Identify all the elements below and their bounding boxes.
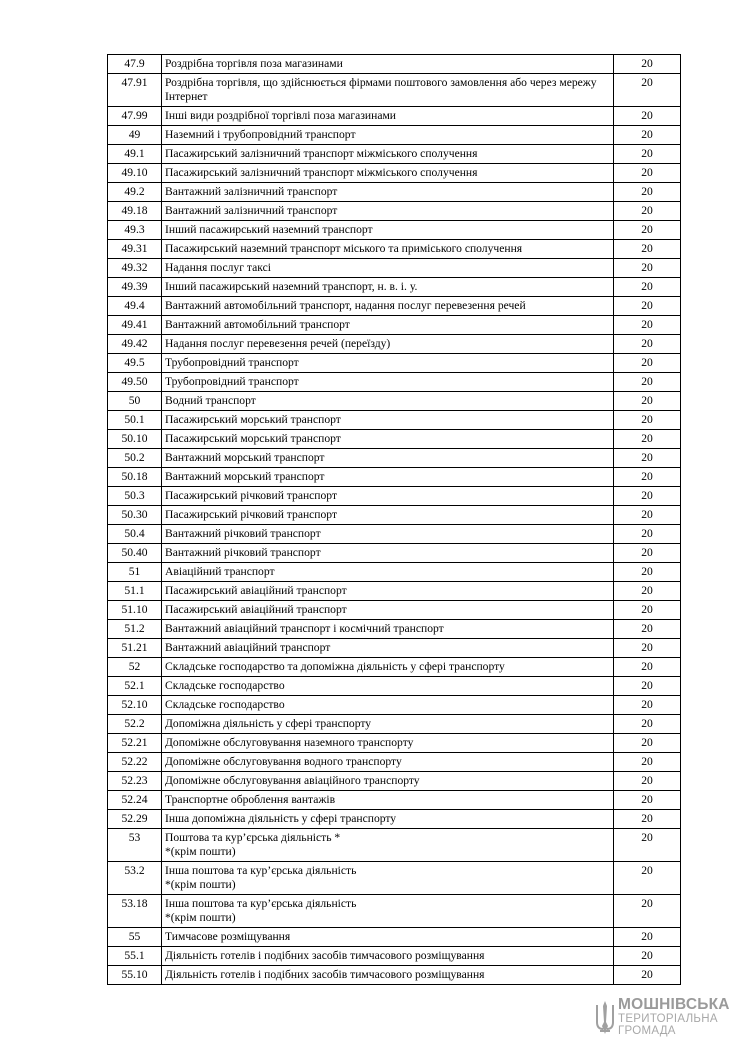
kved-code-cell: 52.21 (108, 734, 162, 753)
kved-code-cell: 47.91 (108, 74, 162, 107)
rate-cell: 20 (614, 164, 681, 183)
table-row (108, 411, 681, 430)
rate-cell: 20 (614, 411, 681, 430)
rate-cell: 20 (614, 620, 681, 639)
activity-name-cell: Діяльність готелів і подібних засобів тимчасового розміщування (162, 966, 614, 985)
rate-cell: 20 (614, 734, 681, 753)
rate-cell: 20 (614, 354, 681, 373)
table-row (108, 829, 681, 862)
kved-code-cell: 50.10 (108, 430, 162, 449)
table-row (108, 145, 681, 164)
kved-code-cell: 49.39 (108, 278, 162, 297)
activity-name-cell: Інша допоміжна діяльність у сфері транспорту (162, 810, 614, 829)
activity-name-cell: Надання послуг таксі (162, 259, 614, 278)
activity-name-cell: Вантажний річковий транспорт (162, 544, 614, 563)
rate-cell: 20 (614, 316, 681, 335)
kved-code-cell: 50.30 (108, 506, 162, 525)
rate-cell: 20 (614, 810, 681, 829)
kved-code-cell: 55.1 (108, 947, 162, 966)
kved-code-cell: 51.10 (108, 601, 162, 620)
activity-name-cell: Надання послуг перевезення речей (переїзду) (162, 335, 614, 354)
table-row (108, 696, 681, 715)
table-row (108, 862, 681, 895)
kved-code-cell: 49.5 (108, 354, 162, 373)
kved-code-cell: 49.10 (108, 164, 162, 183)
table-row (108, 639, 681, 658)
kved-table-body (108, 55, 681, 985)
kved-code-cell: 50.18 (108, 468, 162, 487)
kved-code-cell: 55.10 (108, 966, 162, 985)
rate-cell: 20 (614, 221, 681, 240)
activity-name-cell: Вантажний залізничний транспорт (162, 202, 614, 221)
table-row (108, 55, 681, 74)
rate-cell: 20 (614, 966, 681, 985)
activity-name-cell: Тимчасове розміщування (162, 928, 614, 947)
rate-cell: 20 (614, 544, 681, 563)
rate-cell: 20 (614, 563, 681, 582)
activity-name-cell: Пасажирський річковий транспорт (162, 487, 614, 506)
logo-subtitle-line1: ТЕРИТОРІАЛЬНА (618, 1013, 718, 1025)
rate-cell: 20 (614, 829, 681, 862)
rate-cell: 20 (614, 601, 681, 620)
activity-name-cell: Складське господарство (162, 696, 614, 715)
table-row (108, 601, 681, 620)
kved-code-cell: 47.9 (108, 55, 162, 74)
kved-code-cell: 49.18 (108, 202, 162, 221)
rate-cell: 20 (614, 677, 681, 696)
table-row (108, 430, 681, 449)
table-row (108, 734, 681, 753)
table-row (108, 810, 681, 829)
kved-code-cell: 49.1 (108, 145, 162, 164)
kved-code-cell: 51 (108, 563, 162, 582)
activity-name-cell: Пасажирський наземний транспорт міського та приміського сполучення (162, 240, 614, 259)
activity-name-cell: Інший пасажирський наземний транспорт (162, 221, 614, 240)
table-row (108, 392, 681, 411)
table-row (108, 316, 681, 335)
table-row (108, 677, 681, 696)
rate-cell: 20 (614, 506, 681, 525)
rate-cell: 20 (614, 335, 681, 354)
rate-cell: 20 (614, 373, 681, 392)
rate-cell: 20 (614, 74, 681, 107)
kved-table (107, 54, 681, 985)
table-row (108, 928, 681, 947)
activity-name-cell: Допоміжне обслуговування наземного транспорту (162, 734, 614, 753)
rate-cell: 20 (614, 753, 681, 772)
activity-name-cell: Вантажний морський транспорт (162, 449, 614, 468)
rate-cell: 20 (614, 639, 681, 658)
table-row (108, 297, 681, 316)
kved-code-cell: 50.2 (108, 449, 162, 468)
kved-code-cell: 51.2 (108, 620, 162, 639)
kved-code-cell: 52.1 (108, 677, 162, 696)
table-row (108, 947, 681, 966)
table-row (108, 966, 681, 985)
activity-name-cell: Складське господарство та допоміжна діяльність у сфері транспорту (162, 658, 614, 677)
rate-cell: 20 (614, 259, 681, 278)
rate-cell: 20 (614, 107, 681, 126)
activity-name-cell: Пасажирський авіаційний транспорт (162, 601, 614, 620)
table-row (108, 183, 681, 202)
kved-code-cell: 49 (108, 126, 162, 145)
table-row (108, 74, 681, 107)
kved-code-cell: 52.29 (108, 810, 162, 829)
activity-name-cell: Інший пасажирський наземний транспорт, н. в. і. у. (162, 278, 614, 297)
rate-cell: 20 (614, 202, 681, 221)
rate-cell: 20 (614, 278, 681, 297)
rate-cell: 20 (614, 145, 681, 164)
activity-name-cell: Пасажирський морський транспорт (162, 411, 614, 430)
table-row (108, 658, 681, 677)
table-row (108, 506, 681, 525)
table-row (108, 563, 681, 582)
kved-code-cell: 55 (108, 928, 162, 947)
kved-code-cell: 52.10 (108, 696, 162, 715)
rate-cell: 20 (614, 772, 681, 791)
table-row (108, 791, 681, 810)
activity-name-cell: Роздрібна торгівля поза магазинами (162, 55, 614, 74)
activity-name-cell: Водний транспорт (162, 392, 614, 411)
kved-code-cell: 49.42 (108, 335, 162, 354)
table-row (108, 449, 681, 468)
rate-cell: 20 (614, 791, 681, 810)
activity-name-cell: Інша поштова та кур’єрська діяльність *(крім пошти) (162, 862, 614, 895)
rate-cell: 20 (614, 392, 681, 411)
table-row (108, 259, 681, 278)
activity-name-cell: Поштова та кур’єрська діяльність * *(крім пошти) (162, 829, 614, 862)
table-row (108, 525, 681, 544)
kved-code-cell: 49.32 (108, 259, 162, 278)
activity-name-cell: Вантажний морський транспорт (162, 468, 614, 487)
kved-code-cell: 49.31 (108, 240, 162, 259)
rate-cell: 20 (614, 928, 681, 947)
rate-cell: 20 (614, 947, 681, 966)
kved-code-cell: 50 (108, 392, 162, 411)
kved-code-cell: 52.2 (108, 715, 162, 734)
trident-emblem-icon (594, 1000, 616, 1036)
kved-code-cell: 51.21 (108, 639, 162, 658)
kved-code-cell: 49.3 (108, 221, 162, 240)
kved-code-cell: 53.18 (108, 895, 162, 928)
logo-subtitle-line2: ГРОМАДА (618, 1025, 676, 1037)
table-row (108, 753, 681, 772)
activity-name-cell: Пасажирський залізничний транспорт міжміського сполучення (162, 164, 614, 183)
rate-cell: 20 (614, 525, 681, 544)
activity-name-cell: Вантажний авіаційний транспорт (162, 639, 614, 658)
activity-name-cell: Вантажний автомобільний транспорт, надання послуг перевезення речей (162, 297, 614, 316)
kved-code-cell: 50.40 (108, 544, 162, 563)
activity-name-cell: Вантажний автомобільний транспорт (162, 316, 614, 335)
activity-name-cell: Інші види роздрібної торгівлі поза магазинами (162, 107, 614, 126)
kved-code-cell: 50.4 (108, 525, 162, 544)
activity-name-cell: Трубопровідний транспорт (162, 354, 614, 373)
rate-cell: 20 (614, 468, 681, 487)
activity-name-cell: Транспортне оброблення вантажів (162, 791, 614, 810)
table-row (108, 354, 681, 373)
activity-name-cell: Пасажирський авіаційний транспорт (162, 582, 614, 601)
table-row (108, 772, 681, 791)
activity-name-cell: Допоміжна діяльність у сфері транспорту (162, 715, 614, 734)
table-row (108, 164, 681, 183)
activity-name-cell: Допоміжне обслуговування авіаційного транспорту (162, 772, 614, 791)
community-logo (594, 996, 730, 1046)
kved-code-cell: 53 (108, 829, 162, 862)
kved-code-cell: 49.50 (108, 373, 162, 392)
rate-cell: 20 (614, 183, 681, 202)
table-row (108, 487, 681, 506)
kved-code-cell: 52.22 (108, 753, 162, 772)
rate-cell: 20 (614, 696, 681, 715)
rate-cell: 20 (614, 487, 681, 506)
rate-cell: 20 (614, 658, 681, 677)
kved-code-cell: 49.41 (108, 316, 162, 335)
kved-code-cell: 47.99 (108, 107, 162, 126)
rate-cell: 20 (614, 126, 681, 145)
activity-name-cell: Діяльність готелів і подібних засобів тимчасового розміщування (162, 947, 614, 966)
table-row (108, 468, 681, 487)
activity-name-cell: Трубопровідний транспорт (162, 373, 614, 392)
kved-code-cell: 49.4 (108, 297, 162, 316)
table-row (108, 373, 681, 392)
rate-cell: 20 (614, 895, 681, 928)
table-row (108, 221, 681, 240)
kved-code-cell: 50.1 (108, 411, 162, 430)
activity-name-cell: Вантажний залізничний транспорт (162, 183, 614, 202)
kved-code-cell: 52.23 (108, 772, 162, 791)
table-row (108, 335, 681, 354)
table-row (108, 582, 681, 601)
kved-code-cell: 52.24 (108, 791, 162, 810)
kved-code-cell: 50.3 (108, 487, 162, 506)
activity-name-cell: Авіаційний транспорт (162, 563, 614, 582)
rate-cell: 20 (614, 715, 681, 734)
table-row (108, 107, 681, 126)
table-row (108, 240, 681, 259)
activity-name-cell: Пасажирський річковий транспорт (162, 506, 614, 525)
table-row (108, 278, 681, 297)
activity-name-cell: Складське господарство (162, 677, 614, 696)
rate-cell: 20 (614, 430, 681, 449)
table-row (108, 202, 681, 221)
table-row (108, 895, 681, 928)
rate-cell: 20 (614, 449, 681, 468)
kved-code-cell: 49.2 (108, 183, 162, 202)
activity-name-cell: Вантажний річковий транспорт (162, 525, 614, 544)
logo-title: МОШНІВСЬКА (618, 996, 730, 1013)
rate-cell: 20 (614, 297, 681, 316)
table-row (108, 126, 681, 145)
kved-code-cell: 52 (108, 658, 162, 677)
activity-name-cell: Пасажирський залізничний транспорт міжміського сполучення (162, 145, 614, 164)
kved-code-cell: 51.1 (108, 582, 162, 601)
activity-name-cell: Допоміжне обслуговування водного транспорту (162, 753, 614, 772)
table-row (108, 544, 681, 563)
rate-cell: 20 (614, 582, 681, 601)
table-row (108, 715, 681, 734)
rate-cell: 20 (614, 862, 681, 895)
rate-cell: 20 (614, 240, 681, 259)
activity-name-cell: Наземний і трубопровідний транспорт (162, 126, 614, 145)
table-row (108, 620, 681, 639)
activity-name-cell: Вантажний авіаційний транспорт і космічний транспорт (162, 620, 614, 639)
rate-cell: 20 (614, 55, 681, 74)
activity-name-cell: Інша поштова та кур’єрська діяльність *(крім пошти) (162, 895, 614, 928)
activity-name-cell: Пасажирський морський транспорт (162, 430, 614, 449)
activity-name-cell: Роздрібна торгівля, що здійснюється фірмами поштового замовлення або через мережу Інтернет (162, 74, 614, 107)
kved-code-cell: 53.2 (108, 862, 162, 895)
